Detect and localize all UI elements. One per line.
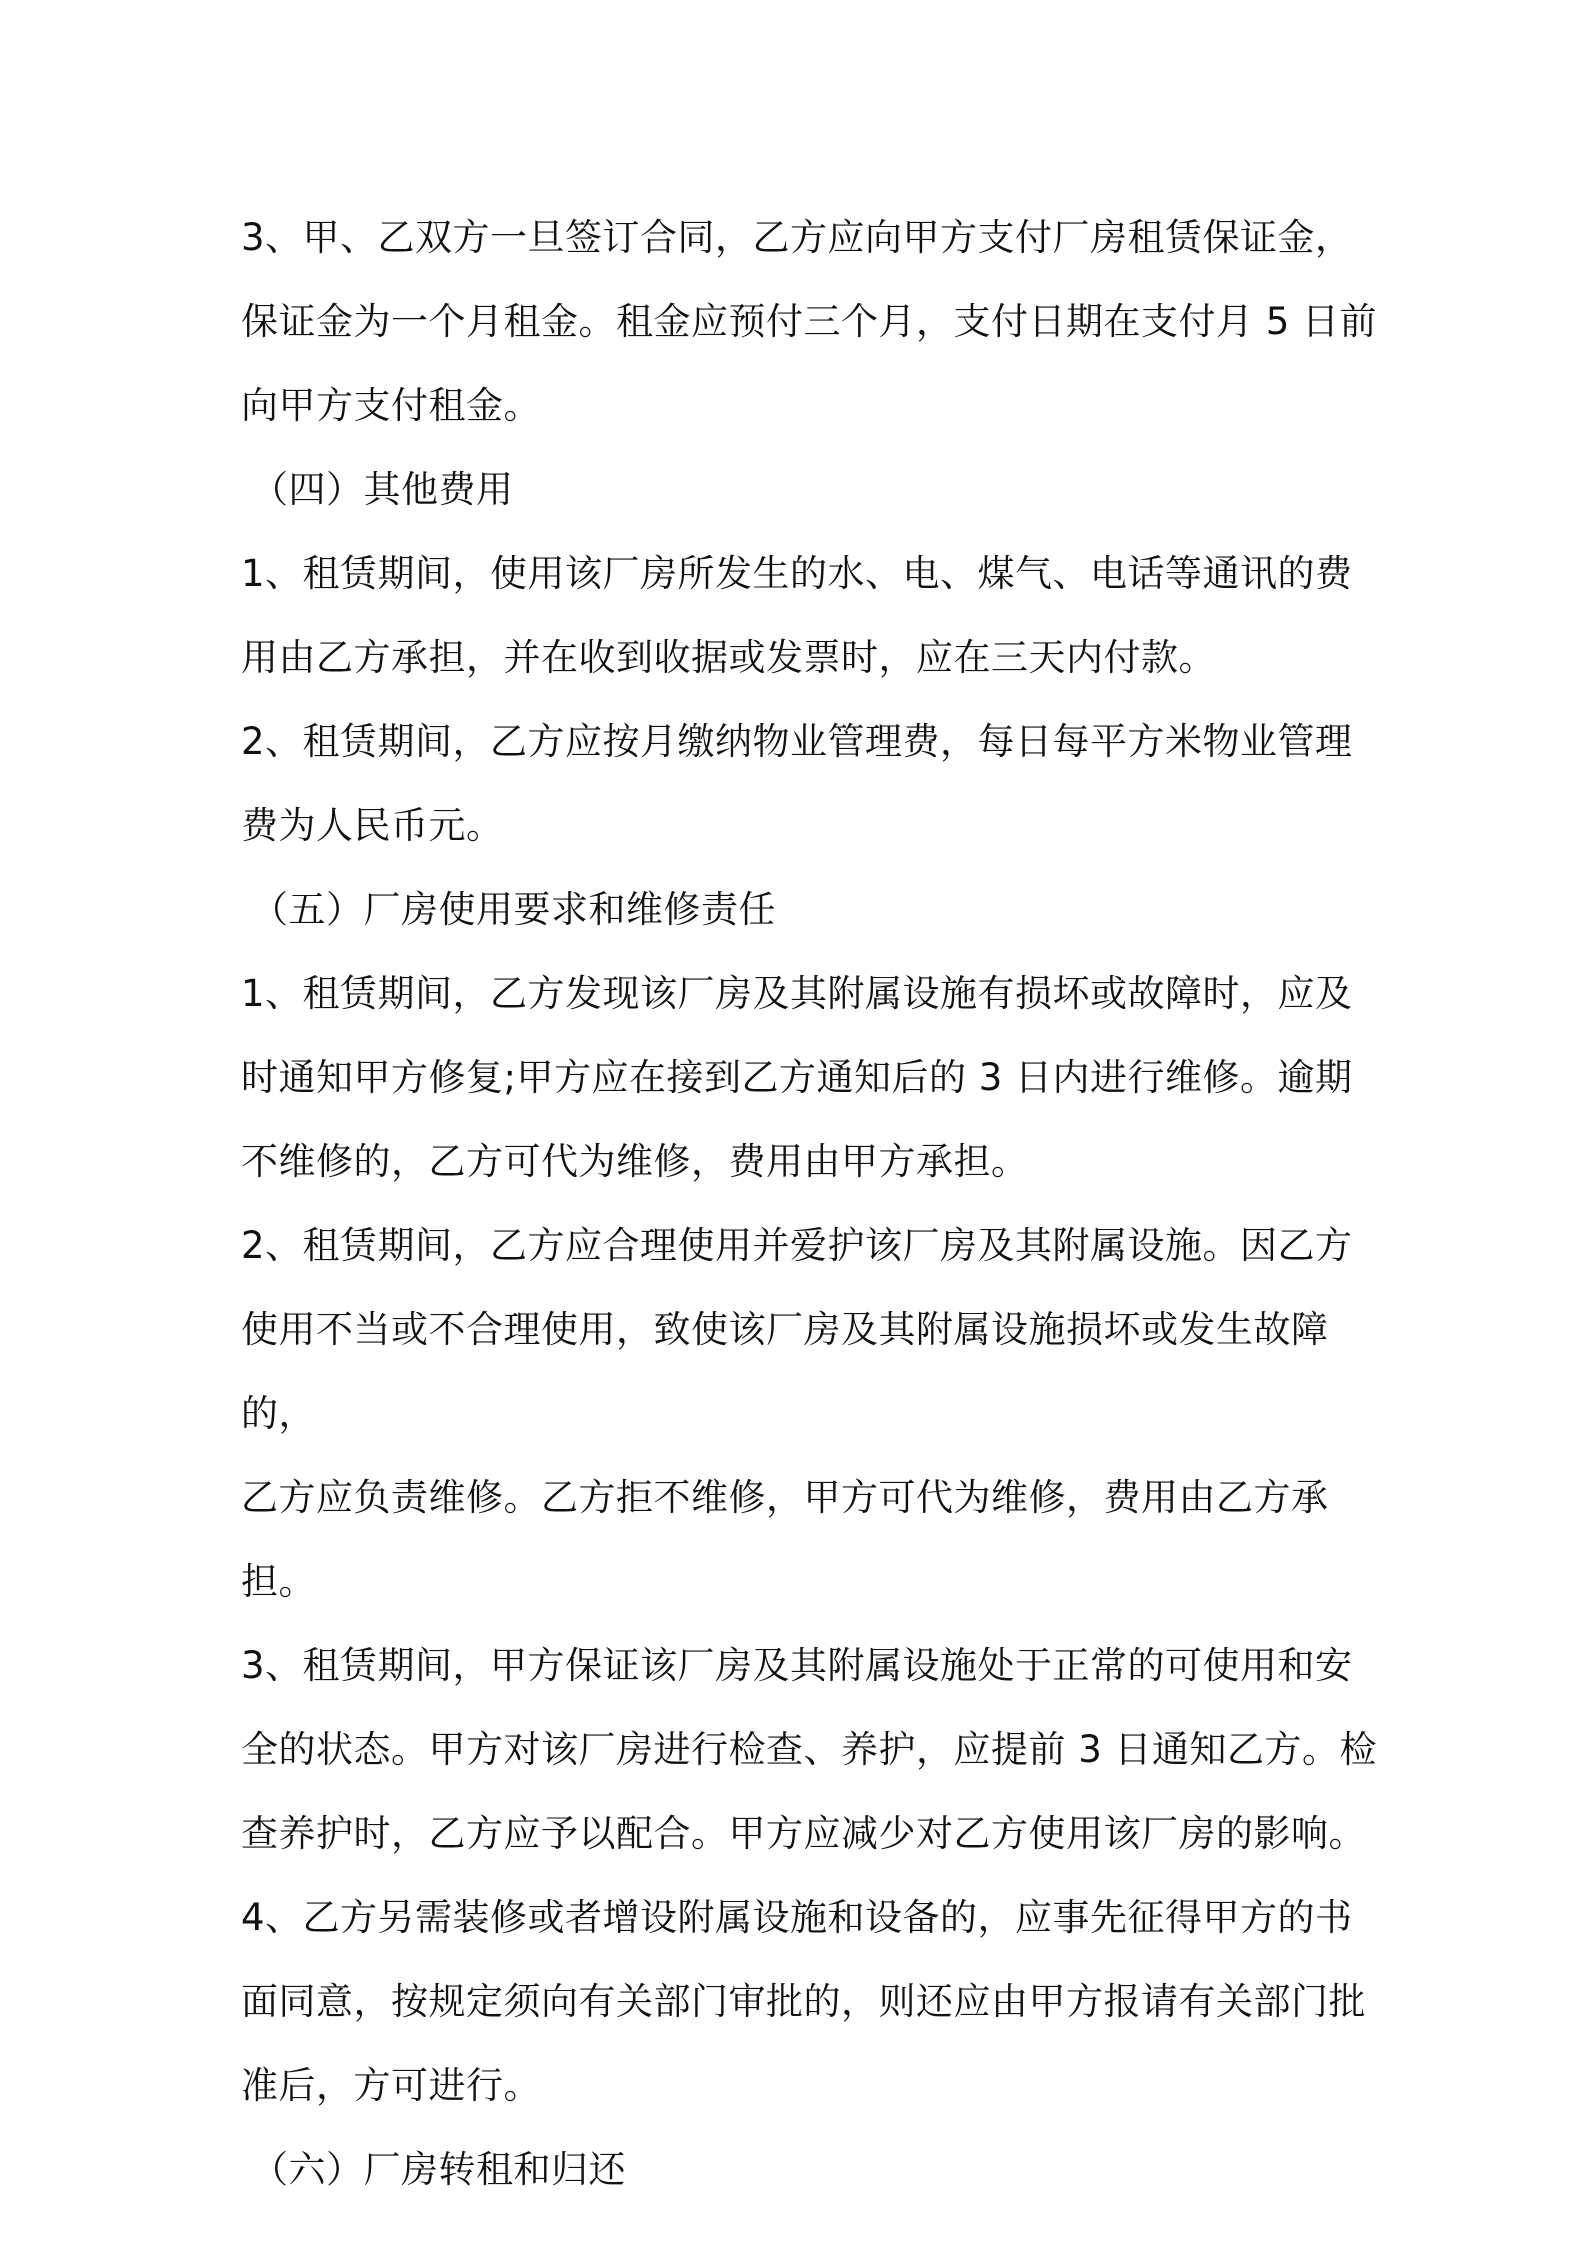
paragraph-safety-inspection (241, 1624, 1381, 1876)
text-line: 查养护时，乙方应予以配合。甲方应减少对乙方使用该厂房的影响。 (241, 1812, 1366, 1855)
text-line: 用由乙方承担，并在收到收据或发票时，应在三天内付款。 (241, 636, 1216, 679)
text-line: （六）厂房转租和归还 (251, 2148, 626, 2191)
paragraph-proper-use (241, 1204, 1381, 1624)
text-line: 2、租赁期间，乙方应按月缴纳物业管理费，每日每平方米物业管理 (241, 720, 1353, 763)
text-line: 全的状态。甲方对该厂房进行检查、养护，应提前 3 日通知乙方。检 (241, 1728, 1378, 1771)
paragraph-utilities (241, 532, 1381, 700)
text-line: 时通知甲方修复;甲方应在接到乙方通知后的 3 日内进行维修。逾期 (241, 1056, 1353, 1099)
paragraph-repair-notice (241, 952, 1381, 1204)
text-line: 使用不当或不合理使用，致使该厂房及其附属设施损坏或发生故障的， (241, 1308, 1329, 1435)
text-line: （四）其他费用 (251, 468, 514, 511)
text-line: 保证金为一个月租金。租金应预付三个月，支付日期在支付月 5 日前 (241, 300, 1378, 343)
section-heading-other-fees (241, 448, 1381, 532)
text-line: 2、租赁期间，乙方应合理使用并爱护该厂房及其附属设施。因乙方 (241, 1224, 1353, 1267)
document-body (241, 196, 1381, 2212)
text-line: 4、乙方另需装修或者增设附属设施和设备的，应事先征得甲方的书 (241, 1896, 1353, 1939)
text-line: 面同意，按规定须向有关部门审批的，则还应由甲方报请有关部门批 (241, 1980, 1366, 2023)
text-line: 3、租赁期间，甲方保证该厂房及其附属设施处于正常的可使用和安 (241, 1644, 1353, 1687)
text-line: 1、租赁期间，乙方发现该厂房及其附属设施有损坏或故障时，应及 (241, 972, 1353, 1015)
text-line: 向甲方支付租金。 (241, 384, 541, 427)
paragraph-renovation (241, 1876, 1381, 2128)
paragraph-property-fee (241, 700, 1381, 868)
text-line: 乙方应负责维修。乙方拒不维修，甲方可代为维修，费用由乙方承担。 (241, 1476, 1329, 1603)
text-line: 3、甲、乙双方一旦签订合同，乙方应向甲方支付厂房租赁保证金， (241, 216, 1353, 259)
text-line: 不维修的，乙方可代为维修，费用由甲方承担。 (241, 1140, 1029, 1183)
section-heading-usage-maintenance (241, 868, 1381, 952)
paragraph-deposit (241, 196, 1381, 448)
text-line: 1、租赁期间，使用该厂房所发生的水、电、煤气、电话等通讯的费 (241, 552, 1353, 595)
text-line: 准后，方可进行。 (241, 2064, 541, 2107)
text-line: 费为人民币元。 (241, 804, 504, 847)
section-heading-sublease-return (241, 2128, 1381, 2212)
text-line: （五）厂房使用要求和维修责任 (251, 888, 776, 931)
